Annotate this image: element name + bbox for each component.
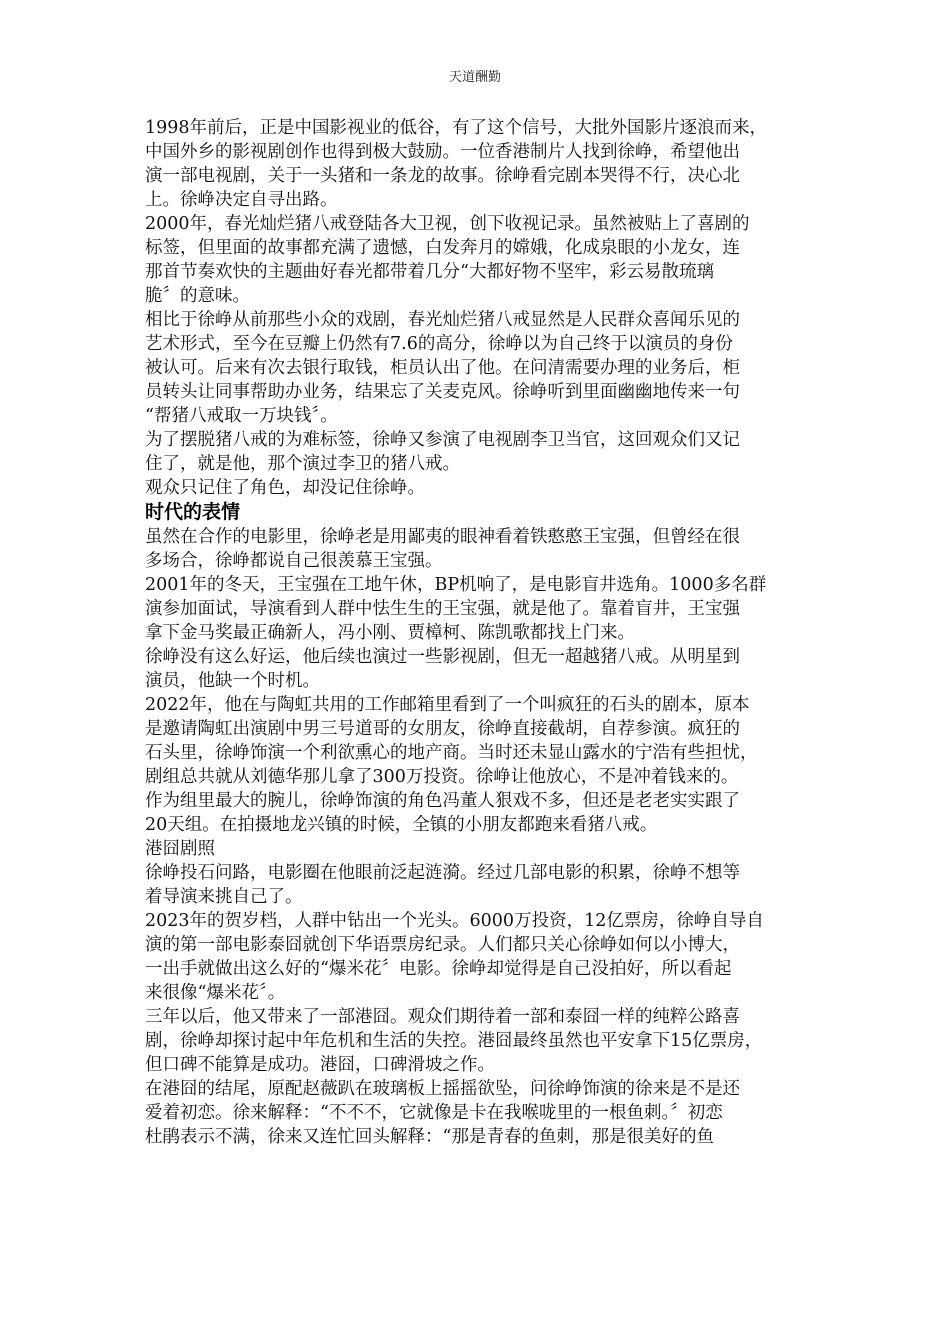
paragraph: 1998年前后，正是中国影视业的低谷，有了这个信号，大批外国影片逐浪而来， 中国外乡的影视剧创作也得到极大鼓励。一位香港制片人找到徐峥，希望他出 演一部电视剧，关于一头猪和一条龙的故事。徐峥看完剧本哭得不行，决心北 上。徐峥决定自寻出路。 <box>145 118 768 210</box>
image-caption: 港囧剧照 <box>145 839 215 859</box>
paragraph: 徐峥没有这么好运，他后续也演过一些影视剧，但无一超越猪八戒。从明星到 演员，他缺一个时机。 <box>145 647 740 691</box>
paragraph: 徐峥投石问路，电影圈在他眼前泛起涟漪。经过几部电影的积累，徐峥不想等 着导演来挑自己了。 <box>145 863 740 907</box>
paragraph: 为了摆脱猪八戒的为难标签，徐峥又参演了电视剧李卫当官，这回观众们又记 住了，就是他，那个演过李卫的猪八戒。 <box>145 430 740 474</box>
paragraph: 相比于徐峥从前那些小众的戏剧，春光灿烂猪八戒显然是人民群众喜闻乐见的 艺术形式，至今在豆瓣上仍然有7.6的高分，徐峥以为自己终于以演员的身份 被认可。后来有次去银行取钱，柜员认出了他。在问清需要办理的业务后，柜 员转头让同事帮助办业务，结果忘了关麦克风。徐峥听到里面幽幽地传来一句 “帮猪八戒取一万块钱〞。 <box>145 310 740 426</box>
article-body <box>145 116 817 1149</box>
paragraph: 2023年的贺岁档，人群中钻出一个光头。6000万投资，12亿票房，徐峥自导自 演的第一部电影泰囧就创下华语票房纪录。人们都只关心徐峥如何以小博大， 一出手就做出这么好的“爆米花〞电影。徐峥却觉得是自己没拍好，所以看起 来很像“爆米花〞。 <box>145 911 764 1003</box>
paragraph: 作为组里最大的腕儿，徐峥饰演的角色冯董人狠戏不多，但还是老老实实跟了 20天组。在拍摄地龙兴镇的时候，全镇的小朋友都跑来看猪八戒。 <box>145 791 740 835</box>
paragraph: 观众只记住了角色，却没记住徐峥。 <box>145 478 425 498</box>
paragraph: 三年以后，他又带来了一部港囧。观众们期待着一部和泰囧一样的纯粹公路喜 剧，徐峥却探讨起中年危机和生活的失控。港囧最终虽然也平安拿下15亿票房， 但口碑不能算是成功。港囧，口碑滑坡之作。 <box>145 1007 763 1075</box>
section-heading: 时代的表情 <box>145 501 241 523</box>
paragraph: 在港囧的结尾，原配赵薇趴在玻璃板上摇摇欲坠，问徐峥饰演的徐来是不是还 爱着初恋。徐来解释：“不不不，它就像是卡在我喉咙里的一根鱼刺。〞初恋 杜鹃表示不满，徐来又连忙回头解释：“那是青春的鱼刺，那是很美好的鱼 <box>145 1079 740 1147</box>
paragraph: 2000年，春光灿烂猪八戒登陆各大卫视，创下收视记录。虽然被贴上了喜剧的 标签，但里面的故事都充满了遗憾，白发奔月的嫦娥，化成泉眼的小龙女，连 那首节奏欢快的主题曲好春光都带着几分“大都好物不坚牢，彩云易散琉璃 脆〞的意味。 <box>145 214 750 306</box>
paragraph: 2001年的冬天，王宝强在工地午休，BP机响了，是电影盲井选角。1000多名群 演参加面试，导演看到人群中怯生生的王宝强，就是他了。靠着盲井，王宝强 拿下金马奖最正确新人，冯小刚、贾樟柯、陈凯歌都找上门来。 <box>145 575 767 643</box>
paragraph: 2022年，他在与陶虹共用的工作邮箱里看到了一个叫疯狂的石头的剧本，原本 是邀请陶虹出演剧中男三号道哥的女朋友，徐峥直接截胡，自荐参演。疯狂的 石头里，徐峥饰演一个利欲熏心的地产商。当时还未显山露水的宁浩有些担忧， 剧组总共就从刘德华那儿拿了300万投资。徐峥让他放心，不是冲着钱来的。 <box>145 695 758 787</box>
paragraph: 虽然在合作的电影里，徐峥老是用鄙夷的眼神看着铁憨憨王宝强，但曾经在很 多场合，徐峥都说自己很羡慕王宝强。 <box>145 527 740 571</box>
page-header: 天道酬勤 <box>448 70 501 85</box>
